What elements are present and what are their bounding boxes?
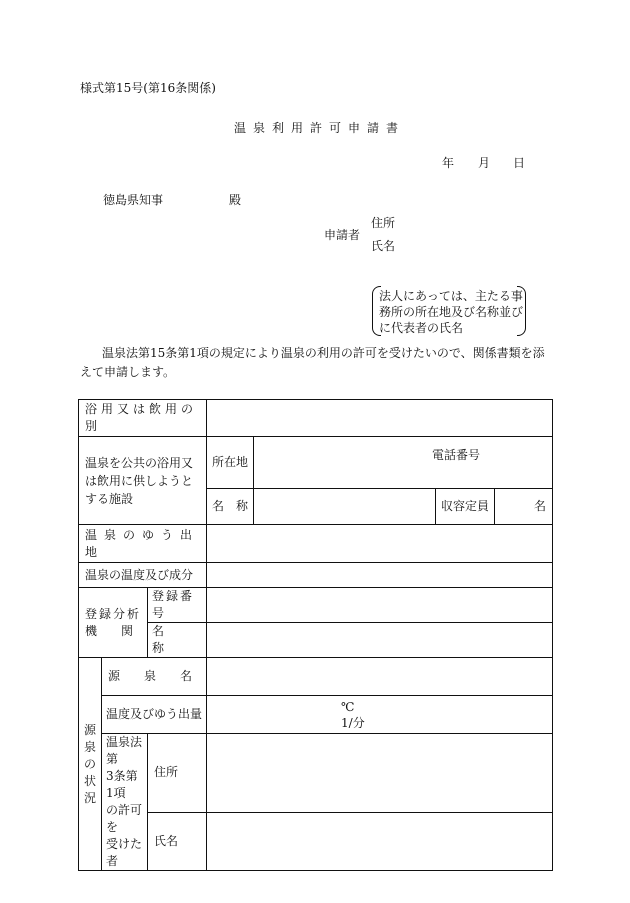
temperature-components-value[interactable] [207,563,553,588]
applicant-address-label: 住所 [371,216,396,230]
temp-flow-label: 温度及びゆう出量 [102,696,207,734]
bath-or-drink-value[interactable] [207,400,553,437]
form-number: 様式第15号(第16条関係) [80,81,216,95]
bath-or-drink-label: 浴用又は飲用の別 [79,400,207,437]
holder-address-value[interactable] [207,734,553,813]
source-status-label: 源 泉 の 状 況 [79,658,102,871]
facility-name-value[interactable] [254,489,436,525]
agency-name-label: 名 称 [148,623,207,658]
date-year: 年 [442,156,455,170]
registration-number-label: 登録番号 [148,588,207,623]
facility-label: 温泉を公共の浴用又は飲用に供しようとする施設 [79,437,207,525]
temp-flow-value[interactable] [207,696,553,734]
applicant-label: 申請者 [324,228,361,242]
honorific: 殿 [229,193,242,207]
applicant-name-label: 氏名 [371,239,396,253]
source-name-value[interactable] [207,658,553,696]
application-table [78,399,553,871]
holder-address-label: 住所 [148,734,207,813]
addressee: 徳島県知事 [103,193,164,207]
corporate-note [372,286,526,334]
holder-name-label: 氏名 [148,812,207,871]
capacity-label: 収容定員 [436,489,495,525]
source-location-value[interactable] [207,525,553,563]
agency-name-value[interactable] [207,623,553,658]
source-location-label: 温泉のゆう出地 [79,525,207,563]
capacity-value[interactable] [495,489,553,525]
permit-holder-label: 温泉法第 3条第1項 の許可を 受けた者 [102,734,148,871]
date-day: 日 [513,156,526,170]
capacity-unit: 名 [534,499,547,513]
temperature-components-label: 温泉の温度及び成分 [79,563,207,588]
facility-name-label: 名 称 [207,489,254,525]
location-label: 所在地 [207,437,254,489]
application-statement: 温泉法第15条第1項の規定により温泉の利用の許可を受けたいので、関係書類を添えて申請します。 [80,346,545,379]
registration-number-value[interactable] [207,588,553,623]
location-value[interactable] [254,437,553,489]
date-month: 月 [478,156,491,170]
celsius-unit: ℃ [341,699,355,714]
corporate-note-text: 法人にあっては、主たる事務所の所在地及び名称並びに代表者の氏名 [379,289,524,335]
registered-analysis-label: 登録分析 機 関 [79,588,148,658]
phone-label: 電話番号 [432,448,481,462]
holder-name-value[interactable] [207,812,553,871]
source-name-label: 源 泉 名 [102,658,207,696]
flow-unit: 1/分 [341,715,365,730]
form-title: 温泉利用許可申請書 [234,121,406,135]
